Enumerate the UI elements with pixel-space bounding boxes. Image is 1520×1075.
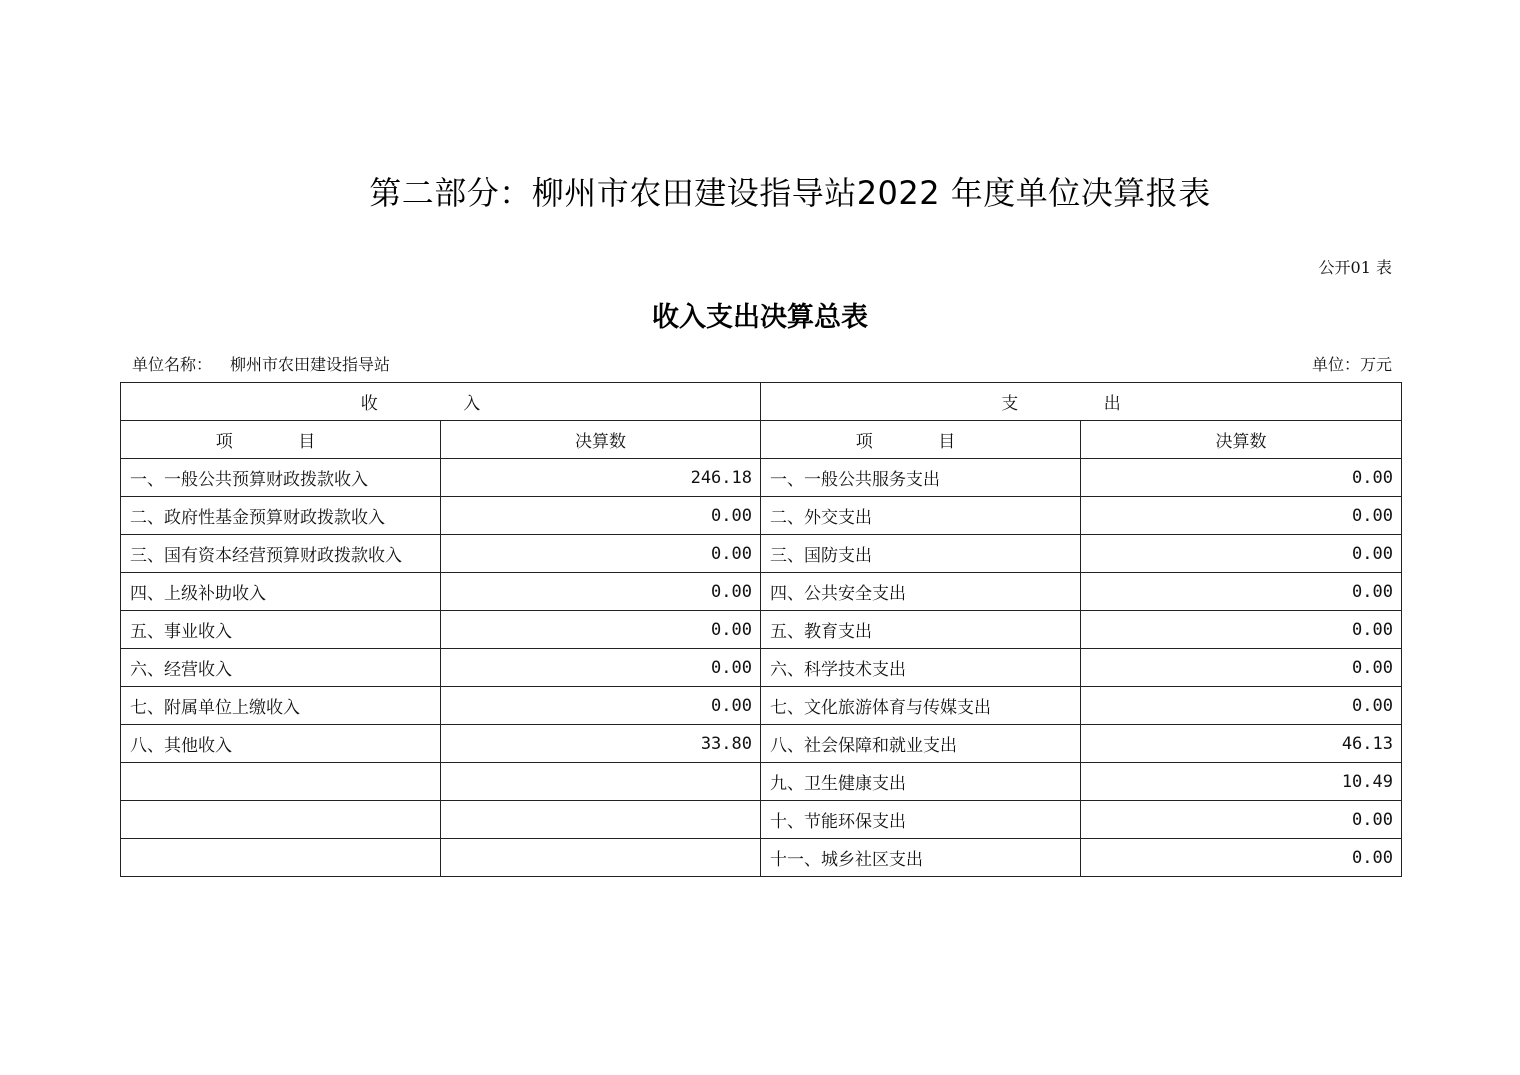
- expense-item-header: 项 目: [761, 421, 1081, 459]
- income-item-cell: 三、国有资本经营预算财政拨款收入: [121, 535, 441, 573]
- income-amount-cell: [441, 839, 761, 877]
- unit-name-value: 柳州市农田建设指导站: [230, 355, 391, 374]
- income-amount-cell: [441, 801, 761, 839]
- expense-amount-cell: 0.00: [1081, 497, 1402, 535]
- expense-item-cell: 二、外交支出: [761, 497, 1081, 535]
- expense-amount-cell: 0.00: [1081, 611, 1402, 649]
- expense-item-cell: 九、卫生健康支出: [761, 763, 1081, 801]
- expense-item-cell: 十一、城乡社区支出: [761, 839, 1081, 877]
- expense-item-cell: 六、科学技术支出: [761, 649, 1081, 687]
- income-item-cell: 七、附属单位上缴收入: [121, 687, 441, 725]
- expense-item-cell: 八、社会保障和就业支出: [761, 725, 1081, 763]
- expense-item-cell: 四、公共安全支出: [761, 573, 1081, 611]
- expense-amount-cell: 0.00: [1081, 573, 1402, 611]
- table-title: 收入支出决算总表: [652, 302, 868, 333]
- expense-amount-cell: 0.00: [1081, 535, 1402, 573]
- form-code: 公开01 表: [1318, 258, 1392, 277]
- table-row: [121, 649, 1402, 687]
- column-header-row: [121, 421, 1402, 459]
- table-row: [121, 611, 1402, 649]
- currency-unit: 单位：万元: [1311, 355, 1392, 374]
- expense-item-cell: 一、一般公共服务支出: [761, 459, 1081, 497]
- income-item-cell: 一、一般公共预算财政拨款收入: [121, 459, 441, 497]
- expense-amount-cell: 46.13: [1081, 725, 1402, 763]
- table-row: [121, 497, 1402, 535]
- income-amount-cell: 0.00: [441, 497, 761, 535]
- income-amount-cell: 0.00: [441, 611, 761, 649]
- unit-name-line: [132, 352, 390, 375]
- income-amount-cell: 246.18: [441, 459, 761, 497]
- table-row: [121, 573, 1402, 611]
- income-amount-cell: 0.00: [441, 649, 761, 687]
- expense-header: 支 出: [761, 383, 1402, 421]
- table-row: [121, 725, 1402, 763]
- expense-item-cell: 五、教育支出: [761, 611, 1081, 649]
- expense-item-cell: 十、节能环保支出: [761, 801, 1081, 839]
- expense-amount-cell: 0.00: [1081, 839, 1402, 877]
- expense-amount-cell: 10.49: [1081, 763, 1402, 801]
- table-row: [121, 459, 1402, 497]
- table-row: [121, 839, 1402, 877]
- income-header: 收 入: [121, 383, 761, 421]
- income-amount-header: 决算数: [441, 421, 761, 459]
- income-amount-cell: 0.00: [441, 535, 761, 573]
- expense-amount-cell: 0.00: [1081, 649, 1402, 687]
- section-header-row: [121, 383, 1402, 421]
- income-amount-cell: 0.00: [441, 687, 761, 725]
- expense-amount-cell: 0.00: [1081, 459, 1402, 497]
- unit-name-label: 单位名称：: [132, 355, 213, 374]
- table-row: [121, 801, 1402, 839]
- income-item-cell: 二、政府性基金预算财政拨款收入: [121, 497, 441, 535]
- income-item-cell: [121, 839, 441, 877]
- table-row: [121, 687, 1402, 725]
- expense-amount-header: 决算数: [1081, 421, 1402, 459]
- income-item-cell: 六、经营收入: [121, 649, 441, 687]
- income-amount-cell: [441, 763, 761, 801]
- income-item-cell: 八、其他收入: [121, 725, 441, 763]
- page-title: 第二部分：柳州市农田建设指导站2022 年度单位决算报表: [369, 174, 1211, 212]
- table-row: [121, 763, 1402, 801]
- income-item-cell: 五、事业收入: [121, 611, 441, 649]
- income-amount-cell: 33.80: [441, 725, 761, 763]
- table-row: [121, 535, 1402, 573]
- expense-amount-cell: 0.00: [1081, 687, 1402, 725]
- income-item-cell: [121, 763, 441, 801]
- income-item-cell: 四、上级补助收入: [121, 573, 441, 611]
- expense-amount-cell: 0.00: [1081, 801, 1402, 839]
- income-item-header: 项 目: [121, 421, 441, 459]
- expense-item-cell: 三、国防支出: [761, 535, 1081, 573]
- income-amount-cell: 0.00: [441, 573, 761, 611]
- expense-item-cell: 七、文化旅游体育与传媒支出: [761, 687, 1081, 725]
- income-expense-table: [120, 382, 1402, 877]
- income-item-cell: [121, 801, 441, 839]
